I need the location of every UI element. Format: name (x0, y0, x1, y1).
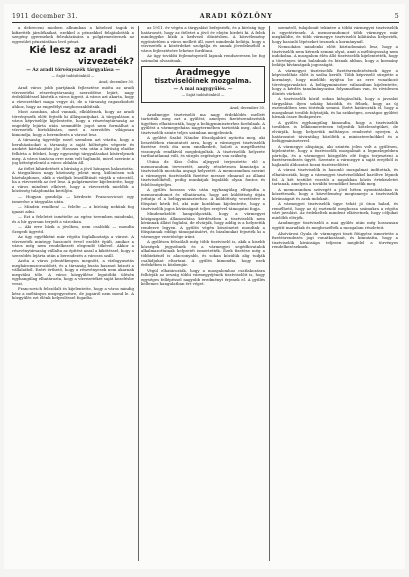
paragraph: A memorandum szövegét a jövő héten nyomtatásban is közzéteszik, hogy a közvélemény megismerje a tisztviselők kívánságait és azok indokait. (272, 186, 398, 201)
paragraph: — Aki erre bízik a jövőben, nem csalódik — mondta Szegedi ügyvéd. (12, 224, 134, 234)
article-dateline: Arad, december 30. (229, 106, 265, 111)
box-headline: Aradmegye (175, 68, 231, 79)
paragraph: A vármegyei tisztviselők ügye tehát jó úton halad, és remélhető, hogy az új esztendő meghozza számukra a régóta várt javulást. Az érdekeltek mindent elkövetnek, hogy céljukat mielőbb elérjék. (272, 201, 398, 220)
paragraph: A gyűlés hosszas vita után egyhangúlag elfogadta a memorandumot és elhatározta, hogy azt küldöttség útján juttatja el a belügyminiszterhez. A küldöttség vezetésére a főispánt kérik fel, aki már korábban kijelentette, hogy a tisztviselők jogos kívánságait teljes erejével támogatni fogja. (141, 187, 265, 211)
article-dateline: Arad, december 30. (98, 79, 134, 84)
article-continuation: a debreceni modern albumban a kötelező tagok is kifizették járulékaikat, ezekkel a pénzekkel felajánlották a szegény gyermekek felruházására a polgármesternek az egyesület pénztárában levő pénzt. (12, 26, 134, 44)
article-subheadline: — Az aradi törvényszék tárgyalása — (26, 67, 120, 73)
paragraph: A gyűlést Szabó Nándor főszolgabíró nyitotta meg, aki beszédében rámutatott arra, hogy a vármegyei tisztviselők fizetése évek óta nem emelkedett, holott a megélhetési viszonyok rendkívül megdrágultak. A tisztviselők helyzete tarthatatlanná vált, és sürgős segítségre van szükség. (141, 135, 265, 159)
paragraph: Nemsokára mindenki előtt köztudomású lesz, hogy a tisztviselők nem kérnek semmi olyat, amit a méltányosság nem indokolna. A mozgalom élén álló tisztviselők kijelentették, hogy a törvényes úton haladnak és bíznak abban, hogy a kormány belátja kívánságaik jogosságát. (272, 44, 398, 68)
paragraph: Azóta a város jelentékenyen megnőtt, a vízfogyasztás megháromszorozódott, és a társaság busás hasznot húzott a vállalatból. Ezért érthető, hogy a részvényesek nem akarnak megválni tőle. A város közgyűlése legutóbbi ülésén egyhangúlag elhatározta, hogy a vízvezetéket saját kezelésbe veszi. (12, 258, 134, 286)
paragraph: — Minden rendben! — felelte — a bíróság nekünk fog igazat adni. (12, 204, 134, 214)
paragraph: A társaság ügyvédje ezzel szemben azt vitatta, hogy a beruházásokat a társaság a saját költségén végezte és azokért kártalanítás jár. Hosszas vita után a bíróság elnöke felhívta a feleket, hogy egyezségi tárgyalásokat kíséreljenek meg. A város tanácsa erre nem volt hajlandó, mivel szerinte a jog kétségtelenül a város oldalán áll. (12, 137, 134, 166)
paragraph: szeméről, tulajdonát tekintve a többi vármegyei tisztviselők is egyetértenek. A memorandumot több vármegye már megküldte, és több vármegye tisztviselői kilátásba helyezték, hogy hasonló lépéseket tesznek a kormánynál. (272, 26, 398, 44)
page-header (12, 10, 399, 22)
column-1 (12, 26, 134, 563)
paragraph: — Ezt a feleletet ismételte az egész teremben mindenki, és a hír gyorsan terjedt a városban. (12, 214, 134, 224)
paragraph: A városi tisztviselők is hasonló mozgalmat indítottak, és elhatározták, hogy a vármegyei tisztviselőkkel karöltve lépnek fel. A két testület vezetői a napokban közös értekezletet tartanak, amelyen a további teendőket beszélik meg. (272, 167, 398, 187)
header-rule (12, 22, 399, 23)
header-date: 1911 december 31. (12, 12, 78, 20)
paragraph: Most azonban, ahol vannak, elküldenek, hogy az aradi törvényszék előtt fejtsék ki álláspontjukat. A tárgyaláson a város képviselője kijelentette, hogy a részvénytársaság az engedély lejárta után semmiféle jogot nem formálhat a vízvezeték birtoklására, mert a szerződés világosan kimondja, hogy a berendezés a városé lesz. (12, 109, 134, 137)
column-divider-1 (138, 26, 139, 561)
paragraph: A gyűlés egyhangúlag kimondta, hogy a tisztviselők továbbra is lelkiismeretesen teljesítik kötelességüket, de elvárják, hogy helyzetük méltányos rendezést nyerjen. A határozatot táviratilag közölték a miniszterelnökkel és a belügyminiszterrel. (272, 119, 398, 144)
article-headline-line2: vizvezeték? (78, 56, 134, 67)
newspaper-page (4, 4, 405, 569)
paragraph: Alsóvárosi Gyula dr. vármegyei tiszti főügyész ismertette a fizetésrendezés jogi vonatkozásait, és kimutatta, hogy a tisztviselők kívánsága teljesen megfelel a törvényes rendelkezéseknek. (272, 230, 398, 250)
column-2 (141, 26, 265, 563)
paragraph: Az ítélet kihirdetését a bíróság a jövő hónapra halasztotta. A tárgyaláson nagy közönség jelent meg, különösen sok háztulajdonos, akik a vízdíjak leszállítását várják a várostól, ha a vízvezeték az övé lesz. A polgármester kijelentette, hogy a város mindent elkövet, hogy a vízvezeték mielőbb a közösség tulajdonába kerüljön. (12, 165, 134, 194)
article-source: — Saját tudósítónktól — (51, 74, 95, 79)
column-3 (272, 26, 398, 563)
paragraph: Mindenekelőtt hangsúlyozták, hogy a vármegyei közigazgatás államosítása kérdésében a tisztviselők nem kívánnak állást foglalni, de elvárják, hogy addig is a helyzetük rendezve legyen. A gyűlés végén köszönetet mondtak a főispánnak eddigi támogatásáért, és bizalmukat fejezték ki a vármegye vezetősége iránt. (141, 211, 265, 239)
paragraph: A gyűlésen felszólalt még több tisztviselő is, akik a kisebb községek jegyzőinek és a vármegyei segédhivatalok alkalmazottainak helyzetét ismertették. Ezek fizetése még a többiekénél is alacsonyabb, és sokan közülük alig tudják családjukat eltartani. A gyűlés kimondta, hogy ezek érdekében is közbenjár. (141, 239, 265, 268)
paragraph: Francsovich felszólalt és kijelentette, hogy a város mindig kész a méltányos megegyezésre, de jogairól nem mond le. A közgyűlés ezt élénk helyesléssel fogadta. (12, 286, 134, 301)
paragraph: Utána dr. Kiss Ödön aljegyző terjesztette elő a memorandum tervezetét, amely részletesen kimutatja a tisztviselők mostoha anyagi helyzetét. A memorandum szerint a vármegyei tisztviselők fizetése messze elmarad az állami tisztviselőkétől, pedig munkájuk legalább olyan fontos és felelősségteljes. (141, 159, 265, 187)
paragraph: A vármegyei tisztviselők fizetésrendezésének ügye a képviselőház előtt is szóba került. Több képviselő sürgette a kormányt, hogy mielőbb nyújtsa be az erre vonatkozó törvényjavaslatot. A belügyminiszter válaszában kijelentette, hogy a kérdés tanulmányozása folyamatban van, és rövidesen döntés várható. (272, 67, 398, 96)
paragraph: Arad város jobb partjának fejlesztése mióta az aradi vízvezetéki részvénytársaság szerződése lejárt, nagy érdeklődéssel kísérik a város ügyeit. A város azt akarta, hogy a vízvezetéket maga vegye át, de a társaság ragaszkodott ahhoz, hogy az engedélyt meghosszabbítsák. (12, 85, 134, 109)
paragraph: Aradmegye tisztviselői a mai gyűlés után még hosszasan együtt maradtak és megbeszélték a mozgalom részleteit. (272, 220, 398, 230)
paragraph: — Hogyan gondolja — kérdezte Francsovicsot egy ismerőse a tárgyalás után. (12, 193, 134, 204)
box-source: — Saját tudósítónktól — (181, 93, 225, 98)
header-masthead: ARADI KÖZLÖNY (199, 12, 273, 20)
article-title-box (141, 66, 265, 103)
paragraph: Az ügy további fejleményeiről lapunk rendszeresen be fog számolni olvasóinak. (141, 53, 265, 63)
paragraph: az 1911. év végén a tárgyalást befejezték, és a bíróság úgy határozott, hogy az ítéletet a jövő év elején hirdeti ki. A felek mindegyike bízik a kedvező döntésben. A közvélemény egyöntetűen a város mellett áll, mert mindenki belátja, hogy a vízvezeték a közérdeket szolgálja és annak jövedelméből a város fejlesztésére lehetne fordítani. (141, 26, 265, 53)
column-divider-2 (269, 26, 270, 561)
box-kicker: — A mai nagygyűlés. — (173, 86, 233, 92)
article-headline: Kié lesz az aradi (29, 45, 117, 57)
paragraph: Az ügy egyébként már régóta foglalkoztatja a várost. A vízvezeték mintegy huszonöt évvel ezelőtt épült, amikor a város még nem rendelkezett elegendő tőkével. Akkor a részvénytársaság vállalta az építést azzal a kikötéssel, hogy a szerződés lejárta után a berendezés a városra száll. (12, 234, 134, 258)
header-page-number: 5 (394, 12, 399, 20)
paragraph: A vármegye alispánja, aki szintén jelen volt a gyűlésen, kijelentette, hogy a tisztviselők mozgalmát a legmelegebben pártolja, és a vármegyei közgyűlés elé fogja terjeszteni a fizetésrendezés ügyét. Szerinte a vármegye a saját erejéből is hajlandó áldozatot hozni tisztviselőiért. (272, 143, 398, 167)
paragraph: A tisztviselők közül sokan kifogásolták, hogy a javaslat tárgyalása ilyen sokáig húzódik, és félnek, hogy az új esztendőben sem történik semmi. Ezért határozták el, hogy a mozgalmat tovább folytatják, és ha szükséges, országos gyűlést hívnak össze Budapestre. (272, 96, 398, 120)
paragraph: Aradmegye tisztviselői ma nagy érdeklődés mellett tartották meg azt a gyűlést, amelyen fizetésrendezésük ügyében elhatározták, hogy a belügyminiszterhez fordulnak. A gyűlést a vármegyeháza nagytermében tartották meg, ahol a tisztviselők szinte teljes számban megjelentek. (141, 111, 265, 135)
box-subheadline: tisztviselőinek mozgalma. (154, 77, 252, 86)
paragraph: Végül elhatározták, hogy a mozgalomhoz csatlakozásra felhívják az ország többi vármegyéjének tisztviselőit is, hogy egységes fellépéssel nagyobb eredményt érjenek el. A gyűlés kellemes hangulatban ért véget. (141, 267, 265, 287)
